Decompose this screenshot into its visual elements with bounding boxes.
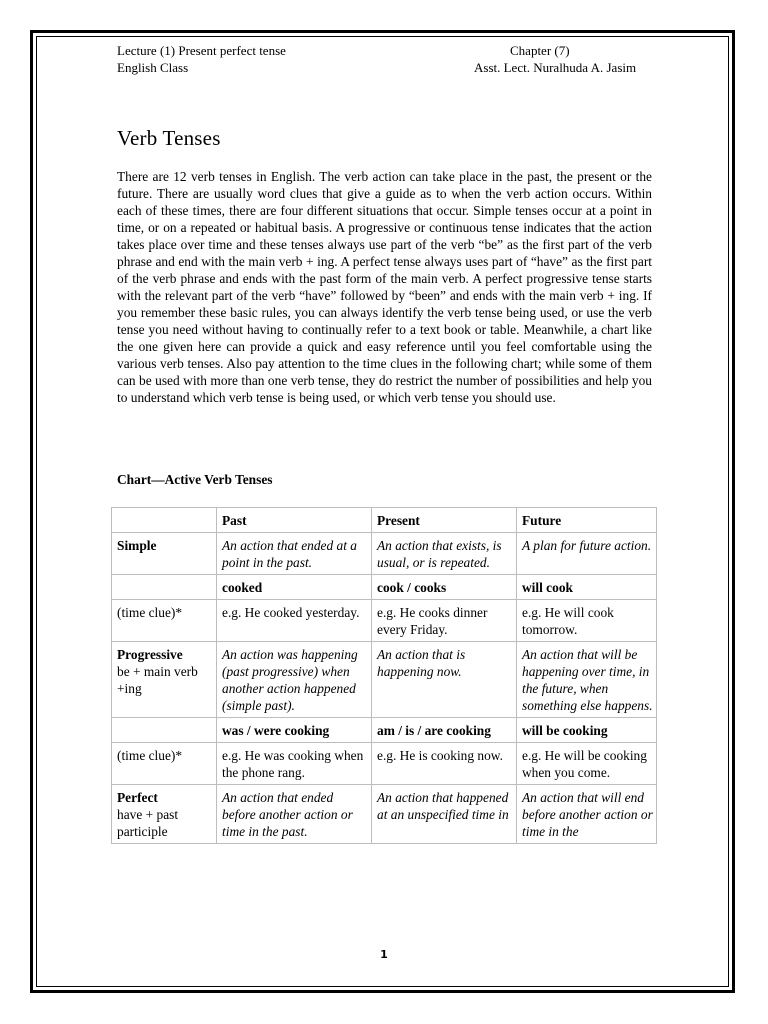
row-label-progressive-cell: [112, 642, 217, 718]
table-row: [112, 718, 657, 743]
progressive-future-example: e.g. He will be cooking when you come.: [517, 743, 657, 785]
simple-future-example: e.g. He will cook tomorrow.: [517, 600, 657, 642]
header-lecture: Lecture (1) Present perfect tense: [117, 43, 286, 58]
simple-past-example: e.g. He cooked yesterday.: [217, 600, 372, 642]
row-label-perfect-cell: [112, 785, 217, 844]
table-row: [112, 575, 657, 600]
verb-tense-table: [111, 507, 657, 844]
table-row: [112, 600, 657, 642]
table-row: [112, 642, 657, 718]
empty-cell: [112, 718, 217, 743]
progressive-present-example: e.g. He is cooking now.: [372, 743, 517, 785]
row-label-perfect: Perfect: [117, 790, 158, 805]
progressive-present-description: An action that is happening now.: [372, 642, 517, 718]
simple-past-description: An action that ended at a point in the past.: [217, 533, 372, 575]
perfect-future-description: An action that will end before another action or time in the: [517, 785, 657, 844]
simple-present-example: e.g. He cooks dinner every Friday.: [372, 600, 517, 642]
header-cell-present: Present: [372, 508, 517, 533]
perfect-present-description: An action that happened at an unspecified time in: [372, 785, 517, 844]
header-cell-empty: [112, 508, 217, 533]
progressive-past-description: An action was happening (past progressive) when another action happened (simple past).: [217, 642, 372, 718]
progressive-present-form: am / is / are cooking: [372, 718, 517, 743]
page-number: 1: [380, 948, 388, 961]
intro-paragraph: There are 12 verb tenses in English. The verb action can take place in the past, the present or the future. There are usually word clues that give a guide as to when the verb action occurs. Within each of these times, there are four different situations that occur. Simple tenses occur at a point in time, or on a repeated or habitual basis. A progressive or continuous tense indicates that the action takes place over time and these tenses always use part of the verb “be” as the first part of the verb phrase and end with the main verb + ing. A perfect tense always uses part of “have” as the first part of the verb phrase and ends with the past form of the main verb. A perfect progressive tense starts with the relevant part of the verb “have” followed by “been” and ends with the main verb + ing. If you remember these basic rules, you can always identify the verb tense being used, or use the verb tense you need without having to continually refer to a text book or table. Meanwhile, a chart like the one given here can provide a quick and easy reference until you feel comfortable using the various verb tenses. Also pay attention to the time clues in the following chart; while some of them can be used with more than one verb tense, they do restrict the number of possibilities and help you to understand which verb tense is being used, or which verb tense you should use.: [117, 169, 652, 405]
simple-past-form: cooked: [217, 575, 372, 600]
page-title: Verb Tenses: [117, 126, 221, 150]
row-label-time-clue: (time clue)*: [112, 600, 217, 642]
header-author: Asst. Lect. Nuralhuda A. Jasim: [474, 60, 637, 75]
simple-future-description: A plan for future action.: [517, 533, 657, 575]
perfect-formula: have + past participle: [117, 807, 179, 839]
progressive-formula: be + main verb +ing: [117, 664, 198, 696]
header-cell-future: Future: [517, 508, 657, 533]
progressive-past-example: e.g. He was cooking when the phone rang.: [217, 743, 372, 785]
progressive-future-description: An action that will be happening over time, in the future, when something else happens.: [517, 642, 657, 718]
header-cell-past: Past: [217, 508, 372, 533]
simple-future-form: will cook: [517, 575, 657, 600]
chart-title: Chart—Active Verb Tenses: [117, 472, 273, 487]
row-label-progressive: Progressive: [117, 647, 183, 662]
table-row: [112, 785, 657, 844]
progressive-future-form: will be cooking: [517, 718, 657, 743]
row-label-simple: Simple: [112, 533, 217, 575]
perfect-past-description: An action that ended before another action or time in the past.: [217, 785, 372, 844]
header-chapter: Chapter (7): [510, 43, 570, 58]
simple-present-form: cook / cooks: [372, 575, 517, 600]
table-row: [112, 533, 657, 575]
header-class: English Class: [117, 60, 189, 75]
progressive-past-form: was / were cooking: [217, 718, 372, 743]
row-label-time-clue: (time clue)*: [112, 743, 217, 785]
table-row: [112, 743, 657, 785]
table-header-row: [112, 508, 657, 533]
simple-present-description: An action that exists, is usual, or is repeated.: [372, 533, 517, 575]
empty-cell: [112, 575, 217, 600]
